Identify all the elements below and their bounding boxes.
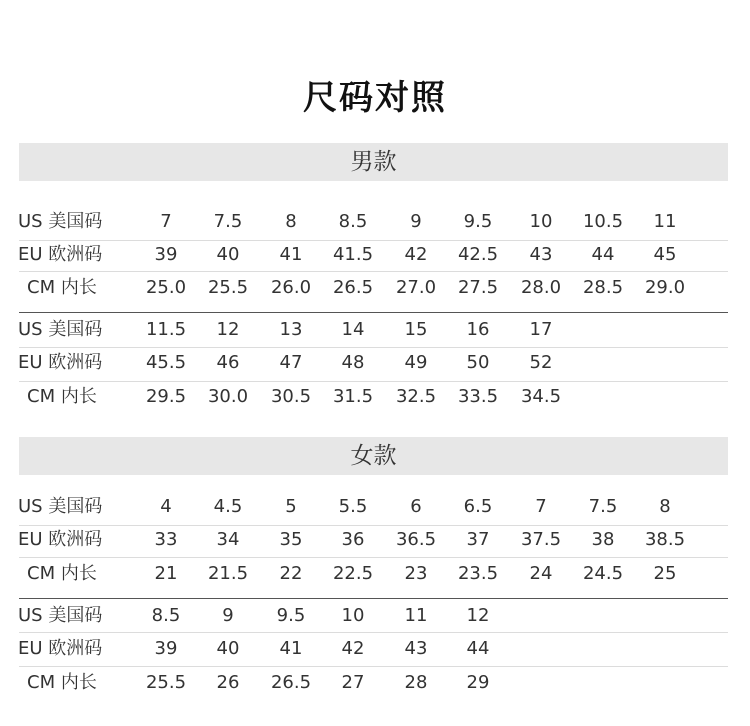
size-cell: 41 — [279, 244, 303, 265]
size-cell: 39 — [154, 244, 178, 265]
size-cell: 29.0 — [644, 277, 686, 298]
size-cell: 32.5 — [395, 386, 437, 407]
size-cell: 43 — [529, 244, 553, 265]
row-label: CM 内长 — [27, 563, 97, 584]
size-cell: 5 — [285, 496, 297, 517]
size-cell: 7.5 — [213, 211, 243, 232]
size-cell: 49 — [404, 352, 428, 373]
size-cell: 45.5 — [145, 352, 187, 373]
size-cell: 6.5 — [463, 496, 493, 517]
size-cell: 7 — [535, 496, 547, 517]
row-divider — [19, 271, 728, 272]
size-cell: 25 — [653, 563, 677, 584]
size-cell: 39 — [154, 638, 178, 659]
size-cell: 8.5 — [151, 605, 181, 626]
size-cell: 31.5 — [332, 386, 374, 407]
size-cell: 17 — [529, 319, 553, 340]
size-cell: 22 — [279, 563, 303, 584]
size-cell: 26.0 — [270, 277, 312, 298]
size-cell: 27 — [341, 672, 365, 693]
size-cell: 9 — [410, 211, 422, 232]
size-cell: 26.5 — [270, 672, 312, 693]
size-cell: 28.0 — [520, 277, 562, 298]
row-label: US 美国码 — [18, 211, 103, 232]
size-cell: 11 — [404, 605, 428, 626]
size-cell: 36.5 — [395, 529, 437, 550]
size-cell: 44 — [466, 638, 490, 659]
page-title: 尺码对照 — [303, 78, 447, 118]
row-divider — [19, 381, 728, 382]
size-cell: 48 — [341, 352, 365, 373]
size-cell: 35 — [279, 529, 303, 550]
size-cell: 6 — [410, 496, 422, 517]
size-cell: 37.5 — [520, 529, 562, 550]
size-cell: 12 — [216, 319, 240, 340]
size-cell: 25.5 — [145, 672, 187, 693]
row-label: CM 内长 — [27, 277, 97, 298]
size-cell: 22.5 — [332, 563, 374, 584]
size-cell: 50 — [466, 352, 490, 373]
size-cell: 24.5 — [582, 563, 624, 584]
size-cell: 8 — [285, 211, 297, 232]
size-cell: 45 — [653, 244, 677, 265]
size-cell: 38 — [591, 529, 615, 550]
size-cell: 4.5 — [213, 496, 243, 517]
row-label: US 美国码 — [18, 605, 103, 626]
size-cell: 30.5 — [270, 386, 312, 407]
size-cell: 23 — [404, 563, 428, 584]
size-cell: 26.5 — [332, 277, 374, 298]
size-cell: 52 — [529, 352, 553, 373]
size-cell: 10.5 — [582, 211, 624, 232]
size-cell: 42.5 — [457, 244, 499, 265]
size-cell: 21.5 — [207, 563, 249, 584]
row-label: EU 欧洲码 — [18, 638, 103, 659]
row-divider — [19, 557, 728, 558]
section-header: 女款 — [19, 437, 728, 475]
size-cell: 29 — [466, 672, 490, 693]
section-header: 男款 — [19, 143, 728, 181]
size-cell: 10 — [529, 211, 553, 232]
size-cell: 28 — [404, 672, 428, 693]
row-label: US 美国码 — [18, 319, 103, 340]
size-cell: 27.5 — [457, 277, 499, 298]
size-cell: 7 — [160, 211, 172, 232]
size-cell: 28.5 — [582, 277, 624, 298]
row-divider — [19, 632, 728, 633]
row-divider — [19, 666, 728, 667]
size-cell: 41 — [279, 638, 303, 659]
size-cell: 24 — [529, 563, 553, 584]
size-cell: 30.0 — [207, 386, 249, 407]
row-label: US 美国码 — [18, 496, 103, 517]
size-cell: 8.5 — [338, 211, 368, 232]
size-cell: 34.5 — [520, 386, 562, 407]
size-cell: 40 — [216, 638, 240, 659]
size-cell: 40 — [216, 244, 240, 265]
size-cell: 15 — [404, 319, 428, 340]
size-cell: 47 — [279, 352, 303, 373]
block-divider — [19, 598, 728, 599]
size-cell: 44 — [591, 244, 615, 265]
size-cell: 13 — [279, 319, 303, 340]
row-label: EU 欧洲码 — [18, 352, 103, 373]
size-cell: 9.5 — [276, 605, 306, 626]
size-cell: 46 — [216, 352, 240, 373]
size-cell: 42 — [404, 244, 428, 265]
row-divider — [19, 240, 728, 241]
size-cell: 7.5 — [588, 496, 618, 517]
size-cell: 27.0 — [395, 277, 437, 298]
size-cell: 25.0 — [145, 277, 187, 298]
size-cell: 43 — [404, 638, 428, 659]
size-cell: 23.5 — [457, 563, 499, 584]
size-cell: 5.5 — [338, 496, 368, 517]
size-cell: 12 — [466, 605, 490, 626]
size-cell: 29.5 — [145, 386, 187, 407]
row-divider — [19, 525, 728, 526]
block-divider — [19, 312, 728, 313]
size-cell: 36 — [341, 529, 365, 550]
size-cell: 16 — [466, 319, 490, 340]
size-cell: 33.5 — [457, 386, 499, 407]
size-cell: 8 — [659, 496, 671, 517]
size-cell: 33 — [154, 529, 178, 550]
row-label: CM 内长 — [27, 672, 97, 693]
size-cell: 4 — [160, 496, 172, 517]
size-cell: 10 — [341, 605, 365, 626]
size-cell: 9.5 — [463, 211, 493, 232]
row-label: CM 内长 — [27, 386, 97, 407]
size-cell: 42 — [341, 638, 365, 659]
size-cell: 41.5 — [332, 244, 374, 265]
row-label: EU 欧洲码 — [18, 529, 103, 550]
size-cell: 25.5 — [207, 277, 249, 298]
size-cell: 26 — [216, 672, 240, 693]
size-cell: 21 — [154, 563, 178, 584]
size-cell: 14 — [341, 319, 365, 340]
size-cell: 9 — [222, 605, 234, 626]
row-label: EU 欧洲码 — [18, 244, 103, 265]
size-cell: 11 — [653, 211, 677, 232]
size-cell: 37 — [466, 529, 490, 550]
row-divider — [19, 347, 728, 348]
size-cell: 38.5 — [644, 529, 686, 550]
size-cell: 34 — [216, 529, 240, 550]
size-cell: 11.5 — [145, 319, 187, 340]
